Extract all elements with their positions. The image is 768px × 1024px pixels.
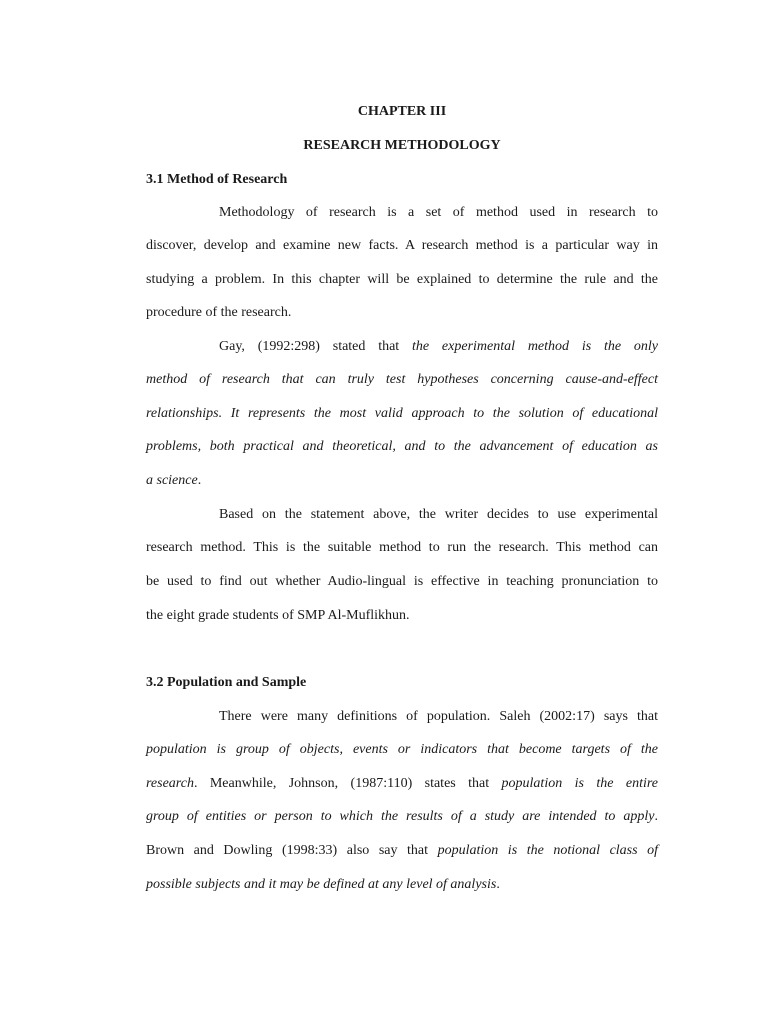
quote-text: possible subjects and it may be defined at any level of analysis	[146, 877, 497, 892]
section-heading-method-of-research: 3.1 Method of Research	[146, 172, 288, 187]
quote-text: a science	[146, 473, 198, 488]
paragraph-line	[146, 776, 658, 792]
paragraph-text: .	[496, 877, 500, 892]
paragraph-line	[146, 877, 658, 893]
paragraph-line	[219, 339, 658, 355]
paragraph-text: .	[197, 473, 202, 488]
paragraph-line: Methodology of research is a set of method used in research to	[219, 205, 658, 220]
quote-text: the experimental method is the only	[412, 339, 658, 354]
paragraph-line	[146, 406, 658, 422]
quote-text: method of research that can truly test hypotheses concerning cause-and-effect	[146, 372, 658, 387]
paragraph-text: .	[654, 809, 658, 824]
paragraph-line: be used to find out whether Audio-lingual is effective in teaching pronunciation to	[146, 574, 658, 589]
paragraph-line	[146, 809, 658, 825]
paragraph-line: Based on the statement above, the writer decides to use experimental	[219, 507, 658, 522]
document-page	[146, 0, 658, 1024]
paragraph-line: the eight grade students of SMP Al-Muflikhun.	[146, 608, 410, 623]
quote-text: population is the notional class of	[437, 843, 659, 858]
section-heading-population-and-sample: 3.2 Population and Sample	[146, 675, 307, 690]
paragraph-text: Gay, (1992:298) stated that	[219, 339, 413, 354]
quote-text: population is group of objects, events or indicators that become targets of the	[146, 742, 658, 757]
paragraph-text: Brown and Dowling (1998:33) also say that	[146, 843, 438, 858]
chapter-title: RESEARCH METHODOLOGY	[303, 138, 501, 153]
quote-text: research	[146, 776, 194, 791]
chapter-number: CHAPTER III	[357, 104, 447, 119]
paragraph-line	[146, 439, 658, 455]
quote-text: problems, both practical and theoretical, and to the advancement of education as	[146, 439, 658, 454]
paragraph-line	[146, 742, 658, 758]
quote-text: relationships. It represents the most valid approach to the solution of educational	[146, 406, 658, 421]
paragraph-line	[146, 843, 658, 859]
paragraph-line: discover, develop and examine new facts. A research method is a particular way in	[146, 238, 658, 253]
paragraph-text: . Meanwhile, Johnson, (1987:110) states that	[193, 776, 502, 791]
paragraph-line: There were many definitions of population. Saleh (2002:17) says that	[219, 709, 658, 724]
quote-text: population is the entire	[501, 776, 659, 791]
paragraph-line: procedure of the research.	[146, 305, 292, 320]
paragraph-line: studying a problem. In this chapter will be explained to determine the rule and the	[146, 272, 658, 287]
paragraph-line	[146, 372, 658, 388]
paragraph-line: research method. This is the suitable method to run the research. This method can	[146, 540, 658, 555]
paragraph-line	[146, 473, 658, 489]
quote-text: group of entities or person to which the results of a study are intended to apply	[146, 809, 655, 824]
